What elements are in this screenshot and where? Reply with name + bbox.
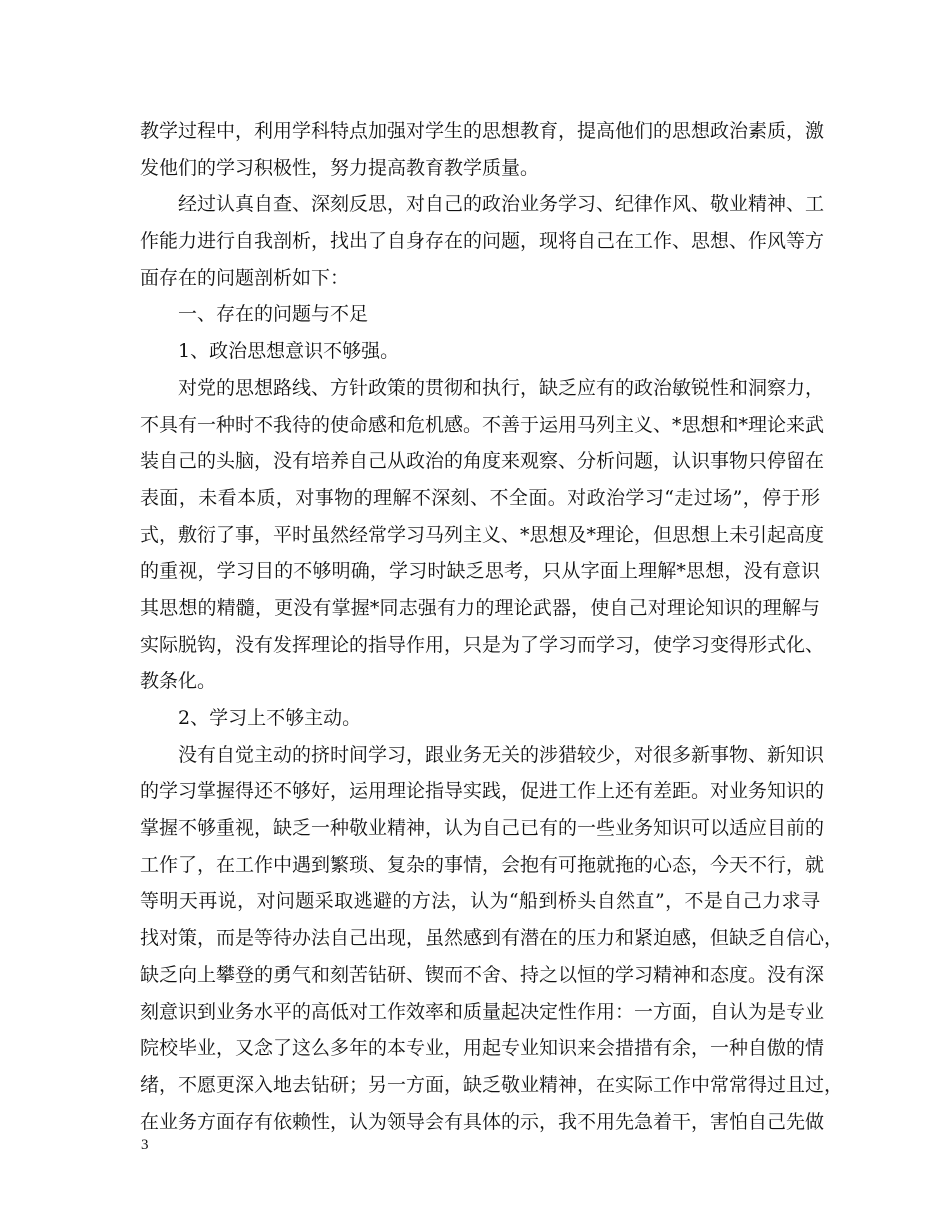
- text-line: 装自己的头脑，没有培养自己从政治的角度来观察、分析问题，认识事物只停留在: [140, 450, 825, 473]
- text-line: 找对策，而是等待办法自己出现，虽然感到有潜在的压力和紧迫感，但缺乏自信心，: [140, 927, 844, 950]
- text-line: 面存在的问题剖析如下：: [140, 266, 350, 289]
- text-line: 不具有一种时不我待的使命感和危机感。不善于运用马列主义、*思想和*理论来武: [140, 413, 825, 436]
- text-line: 的重视，学习目的不够明确，学习时缺乏思考，只从字面上理解*思想，没有意识: [140, 560, 820, 583]
- text-line: 的学习掌握得还不够好，运用理论指导实践，促进工作上还有差距。对业务知识的: [140, 780, 825, 803]
- text-line: 刻意识到业务水平的高低对工作效率和质量起决定性作用：一方面，自认为是专业: [140, 1000, 825, 1023]
- text-line: 实际脱钩，没有发挥理论的指导作用，只是为了学习而学习，使学习变得形式化、: [140, 633, 825, 656]
- text-line: 工作了，在工作中遇到繁琐、复杂的事情，会抱有可拖就拖的心态，今天不行，就: [140, 853, 825, 876]
- text-line: 表面，未看本质，对事物的理解不深刻、不全面。对政治学习“走过场”，停于形: [140, 486, 820, 509]
- subsection-heading: 1、政治思想意识不够强。: [178, 340, 400, 363]
- text-line: 教条化。: [140, 670, 217, 693]
- text-line: 经过认真自查、深刻反思，对自己的政治业务学习、纪律作风、敬业精神、工: [178, 193, 825, 216]
- text-line: 对党的思想路线、方针政策的贯彻和执行，缺乏应有的政治敏锐性和洞察力，: [178, 376, 825, 399]
- document-body: [140, 113, 844, 1140]
- text-line: 在业务方面存有依赖性，认为领导会有具体的示，我不用先急着干，害怕自己先做: [140, 1110, 825, 1133]
- text-line: 绪，不愿更深入地去钻研；另一方面，缺乏敬业精神，在实际工作中常常得过且过，: [140, 1073, 844, 1096]
- text-line: 教学过程中，利用学科特点加强对学生的思想教育，提高他们的思想政治素质，激: [140, 120, 825, 142]
- section-heading: 一、存在的问题与不足: [178, 303, 369, 326]
- text-line: 没有自觉主动的挤时间学习，跟业务无关的涉猎较少，对很多新事物、新知识: [178, 743, 825, 766]
- text-line: 作能力进行自我剖析，找出了自身存在的问题，现将自己在工作、思想、作风等方: [140, 230, 825, 253]
- text-line: 缺乏向上攀登的勇气和刻苦钻研、锲而不舍、持之以恒的学习精神和态度。没有深: [140, 963, 825, 986]
- text-line: 发他们的学习积极性，努力提高教育教学质量。: [140, 156, 540, 179]
- text-line: 其思想的精髓，更没有掌握*同志强有力的理论武器，使自己对理论知识的理解与: [140, 596, 820, 619]
- subsection-heading: 2、学习上不够主动。: [178, 707, 362, 729]
- text-line: 式，敷衍了事，平时虽然经常学习马列主义、*思想及*理论，但思想上未引起高度: [140, 523, 825, 546]
- text-line: 院校毕业，又念了这么多年的本专业，用起专业知识来会措措有余，一种自傲的情: [140, 1037, 825, 1060]
- text-line: 等明天再说，对问题采取逃避的方法，认为“船到桥头自然直”，不是自己力求寻: [140, 890, 820, 913]
- text-line: 掌握不够重视，缺乏一种敬业精神，认为自己已有的一些业务知识可以适应目前的: [140, 817, 825, 840]
- page-number: 3: [141, 1137, 149, 1153]
